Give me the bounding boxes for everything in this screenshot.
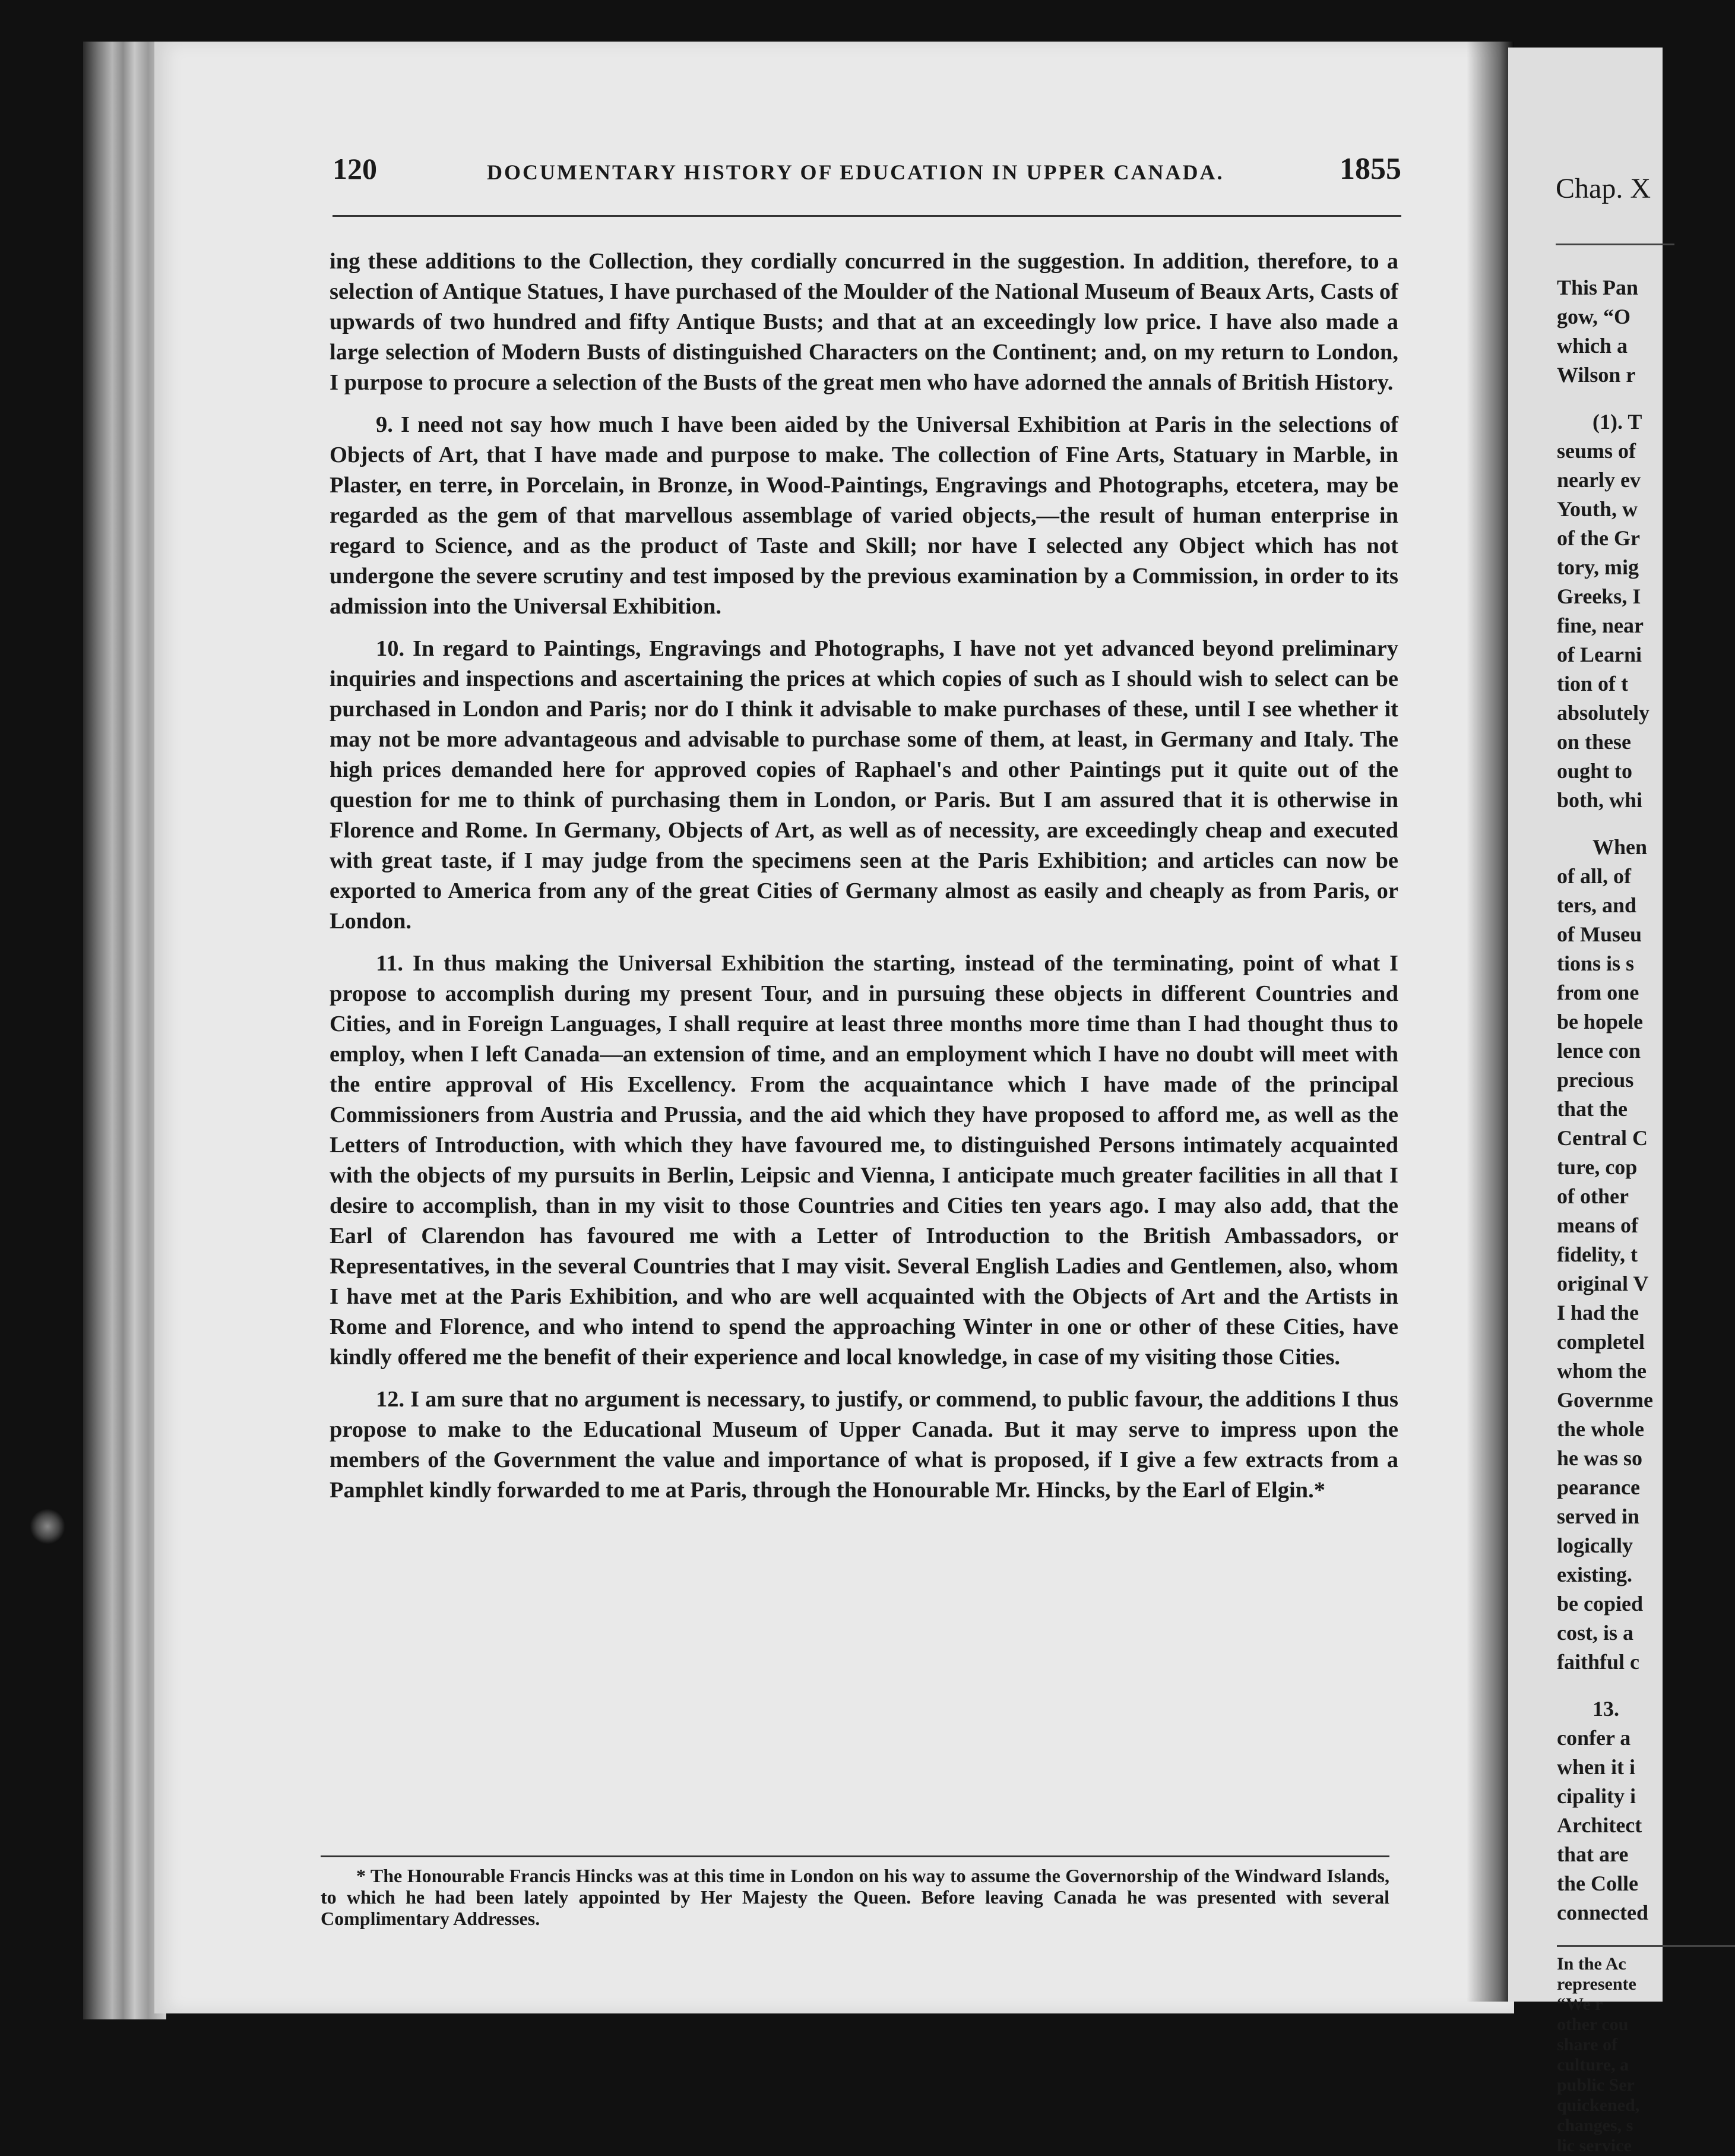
facing-page-line: Governme: [1557, 1388, 1653, 1412]
facing-page-line: of Museu: [1557, 922, 1642, 946]
facing-page-footnote-line: share of: [1557, 2035, 1617, 2054]
facing-page-line: pearance: [1557, 1475, 1640, 1499]
facing-page-line: of Learni: [1557, 643, 1642, 666]
facing-page-line: ought to: [1557, 759, 1633, 783]
facing-page-line: which a: [1557, 334, 1628, 358]
facing-page-line: Central C: [1557, 1126, 1648, 1150]
paragraph-10: 10. In regard to Paintings, Engravings and Photographs, I have not yet advanced beyond preliminary inquiries and inspections and ascertaining the prices at which copies of such as I should wish to select can be purchased in London and Paris; nor do I think it advisable to make purchases of these, until I see whether it may not be more advantageous and advisable to purchase some of them, at least, in Germany and Italy. The high prices demanded here for approved copies of Raphael's and other Paintings put it quite out of the question for me to think of purchasing them in London, or Paris. But I am assured that it is otherwise in Florence and Rome. In Germany, Objects of Art, as well as of necessity, are exceedingly cheap and executed with great taste, if I may judge from the specimens seen at the Paris Exhibition; and articles can now be exported to America from any of the great Cities of Germany almost as easily and cheaply as from Paris, or London.: [330, 636, 1398, 934]
facing-page-footnote-line: represente: [1557, 1974, 1636, 1994]
page-number: 120: [333, 152, 377, 185]
facing-page-line: lence con: [1557, 1039, 1641, 1063]
facing-page-line: ture, cop: [1557, 1155, 1638, 1179]
facing-page-line: means of: [1557, 1213, 1638, 1237]
facing-page-line: both, whi: [1557, 788, 1643, 812]
header-year: 1855: [1340, 152, 1401, 186]
facing-page-line: gow, “O: [1557, 305, 1631, 328]
facing-page-line: tory, mig: [1557, 555, 1639, 579]
running-header: [333, 151, 1401, 199]
facing-page-line: original V: [1557, 1272, 1649, 1295]
paragraph-continued: ing these additions to the Collection, they cordially concurred in the suggestion. In addition, therefore, to a selection of Antique Statues, I have purchased of the Moulder of the National Museum of Beaux Arts, Casts of upwards of two hundred and fifty Antique Busts; and that at an exceedingly low price. I have also made a large selection of Modern Busts of distinguished Characters on the Continent; and, on my return to London, I purpose to procure a selection of the Busts of the great men who have adorned the annals of British History.: [330, 249, 1398, 395]
facing-page-line: that are: [1557, 1842, 1629, 1866]
facing-page-lines: [1557, 273, 1735, 2155]
facing-page-line: whom the: [1557, 1359, 1647, 1383]
facing-page-line: faithful c: [1557, 1650, 1639, 1674]
book-gutter-shadow: [1467, 42, 1514, 2002]
facing-page-line: seums of: [1557, 439, 1636, 463]
facing-page-line: Youth, w: [1557, 497, 1638, 521]
facing-page-gap: [1557, 815, 1735, 833]
facing-page-line: fine, near: [1557, 614, 1644, 637]
facing-page-footnote-line: public Ser: [1557, 2075, 1635, 2095]
facing-page-line: existing.: [1557, 1563, 1633, 1586]
facing-page-line: cost, is a: [1557, 1621, 1633, 1645]
facing-page-line: nearly ev: [1557, 468, 1641, 492]
facing-page-footnote-line: culture, a: [1557, 2055, 1629, 2075]
facing-page-line: When: [1592, 835, 1648, 859]
facing-page-footnote-line: “We r: [1557, 1994, 1603, 2014]
facing-page-line: when it i: [1557, 1755, 1636, 1779]
facing-page-gap: [1557, 390, 1735, 407]
facing-page-header: Chap. X: [1556, 173, 1651, 204]
facing-page-gap: [1557, 1677, 1735, 1695]
facing-page-footnote-line: other cou: [1557, 2015, 1629, 2034]
facing-page-line: on these: [1557, 730, 1631, 754]
facing-page-line: logically: [1557, 1534, 1633, 1557]
facing-page-line: completel: [1557, 1330, 1645, 1354]
facing-page-line: 13.: [1592, 1697, 1619, 1721]
facing-page-line: (1). T: [1592, 410, 1642, 434]
paragraph-11: 11. In thus making the Universal Exhibition the starting, instead of the terminating, point of what I propose to accomplish during my present Tour, and in pursuing these objects in different Countries and Cities, and in Foreign Languages, I shall require at least three months more time than I had thought thus to employ, when I left Canada—an extension of time, and an employment which I have no doubt will meet with the entire approval of His Excellency. From the acquaintance which I have made of the principal Commissioners from Austria and Prussia, and the aid which they have proposed to afford me, as well as the Letters of Introduction, with which they have favoured me, to distinguished Persons intimately acquainted with the objects of my pursuits in Berlin, Leipsic and Vienna, I anticipate much greater facilities in all that I desire to accomplish, than in my visit to those Countries and Cities ten years ago. I may also add, that the Earl of Clarendon has favoured me with a Letter of Introduction to the British Ambassadors, or Representatives, in the several Countries that I may visit. Several English Ladies and Gentlemen, also, whom I have met at the Paris Exhibition, and who are well acquainted with the Objects of Art and the Artists in Rome and Florence, and who intend to spend the approaching Winter in one or other of these Cities, have kindly offered me the benefit of their experience and local knowledge, in case of my visiting those Cities.: [330, 951, 1398, 1370]
facing-page-line: Wilson r: [1557, 363, 1636, 387]
facing-page-line: I had the: [1557, 1301, 1639, 1324]
facing-page-line: precious: [1557, 1068, 1634, 1092]
facing-page-line: absolutely: [1557, 701, 1650, 725]
facing-page-line: he was so: [1557, 1446, 1643, 1470]
facing-page-line: connected: [1557, 1901, 1648, 1924]
facing-page-line: fidelity, t: [1557, 1243, 1638, 1266]
dust-speck: [30, 1509, 65, 1544]
facing-page-fragment: [1508, 48, 1663, 2155]
facing-page-footnote-line: quickened,: [1557, 2095, 1640, 2115]
facing-page-line: be copied: [1557, 1592, 1644, 1616]
facing-page-rule: [1556, 244, 1674, 245]
facing-page-line: the whole: [1557, 1417, 1644, 1441]
running-title: DOCUMENTARY HISTORY OF EDUCATION IN UPPER CANADA.: [487, 160, 1224, 184]
facing-page-line: This Pan: [1557, 276, 1639, 299]
facing-page-line: confer a: [1557, 1726, 1631, 1750]
facing-page-line: from one: [1557, 981, 1639, 1004]
facing-page-line: the Colle: [1557, 1872, 1638, 1895]
facing-page-footnote-line: In the Ac: [1557, 1954, 1626, 1974]
body-text: [330, 246, 1398, 1518]
paragraph-12: 12. I am sure that no argument is necessary, to justify, or commend, to public favour, the additions I thus propose to make to the Educational Museum of Upper Canada. But it may serve to impress upon the members of the Government the value and importance of what is proposed, if I give a few extracts from a Pamphlet kindly forwarded to me at Paris, through the Honourable Mr. Hincks, by the Earl of Elgin.*: [330, 1387, 1398, 1503]
paragraph-9: 9. I need not say how much I have been aided by the Universal Exhibition at Paris in the selections of Objects of Art, that I have made and purpose to make. The collection of Fine Arts, Statuary in Marble, in Plaster, en terre, in Porcelain, in Bronze, in Wood-Paintings, Engravings and Photographs, etcetera, may be regarded as the gem of that marvellous assemblage of varied objects,—the result of human enterprise in regard to Science, and as the product of Taste and Skill; nor have I selected any Object which has not undergone the severe scrutiny and test imposed by the previous examination by a Commission, in order to its admission into the Universal Exhibition.: [330, 412, 1398, 619]
facing-page-footnote: [1557, 1945, 1735, 2155]
header-rule: [333, 215, 1401, 217]
facing-page-line: Greeks, I: [1557, 584, 1641, 608]
facing-page-line: be hopele: [1557, 1010, 1644, 1033]
facing-page-line: that the: [1557, 1097, 1628, 1121]
facing-page-footnote-line: changes, s: [1557, 2116, 1633, 2135]
footnote: * The Honourable Francis Hincks was at this time in London on his way to assume the Governorship of the Windward Islands, to which he had been lately appointed by Her Majesty the Queen. Before leaving Canada he was presented with several Complimentary Addresses.: [321, 1865, 1389, 1929]
facing-page-line: ters, and: [1557, 893, 1636, 917]
facing-page-line: cipality i: [1557, 1784, 1636, 1808]
facing-page-line: served in: [1557, 1504, 1639, 1528]
facing-page-line: of all, of: [1557, 864, 1631, 888]
facing-page-gap: [1557, 1927, 1735, 1945]
facing-page-line: of the Gr: [1557, 526, 1640, 550]
facing-page-line: tions is s: [1557, 951, 1635, 975]
facing-page-footnote-line: lic service: [1557, 2136, 1632, 2155]
facing-page-line: Architect: [1557, 1813, 1642, 1837]
footnote-rule: [321, 1855, 1389, 1857]
facing-page-line: tion of t: [1557, 672, 1628, 696]
page-edge-stack: [83, 42, 166, 2019]
facing-page-line: of other: [1557, 1184, 1629, 1208]
